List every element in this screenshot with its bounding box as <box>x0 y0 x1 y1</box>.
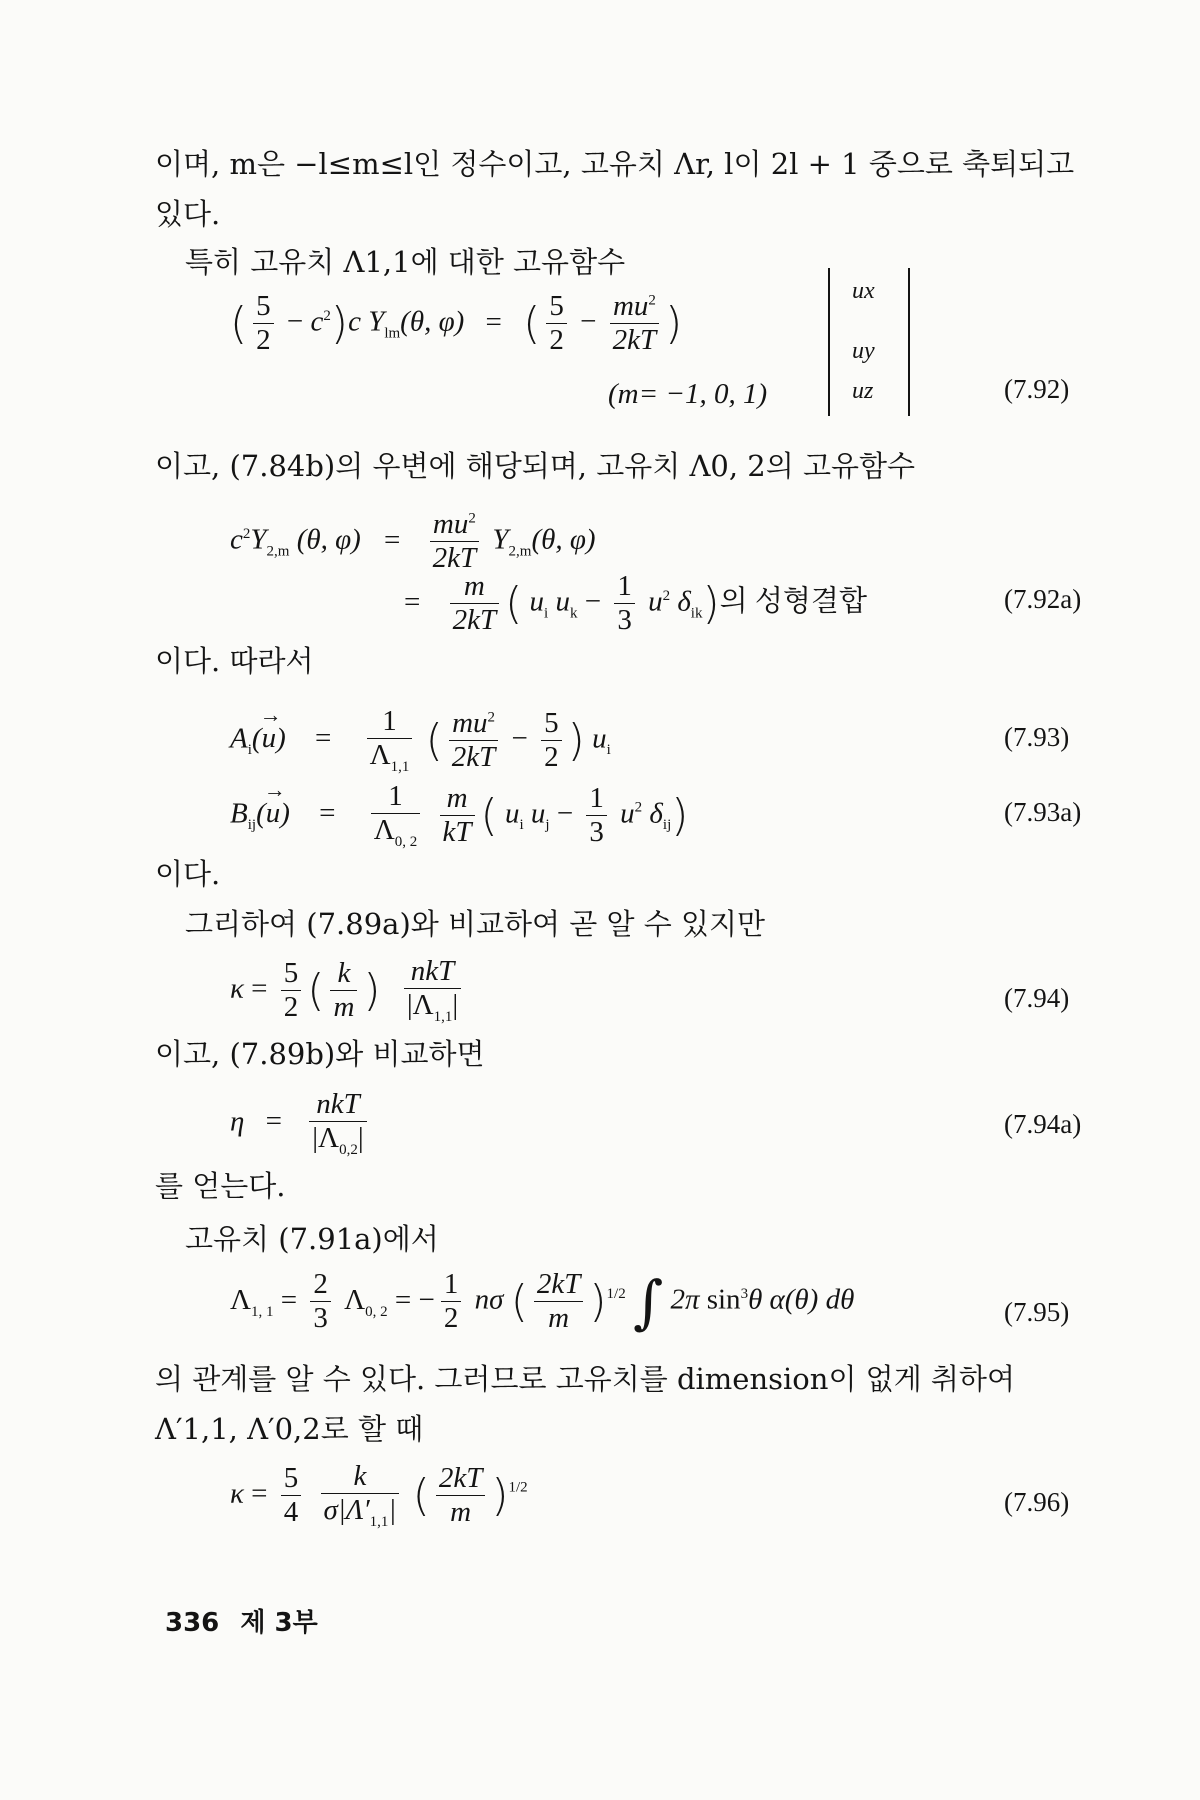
matrix-ux: ux <box>852 278 875 304</box>
text-line-10 <box>185 1222 439 1256</box>
text-line-2-content: 있다. <box>155 197 221 231</box>
equation-7-92-lhs: ( $\frac{5}{2}$ − $c^2)c$ $Y_{lm}(\theta$, φ) = ( $\frac{5}{2}$ − $\frac{mu^2}{2kT}$ ) <box>230 290 683 357</box>
page-number: 336 <box>165 1608 220 1638</box>
text-line-8-content: 이고, (7.89b)와 비교하면 <box>155 1037 485 1071</box>
matrix-uy: uy <box>852 338 875 364</box>
text-line-4-content: 이고, (7.84b)의 우변에 해당되며, 고유치 Λ0, 2의 고유함수 <box>155 449 916 483</box>
text-line-5 <box>155 644 314 678</box>
text-line-7 <box>185 907 766 941</box>
equation-7-92a-tail: 의 성형결합 <box>719 585 867 618</box>
text-line-1 <box>155 147 1075 181</box>
equation-number-7-93a: (7.93a) <box>1004 797 1082 827</box>
text-line-11 <box>155 1362 1015 1396</box>
equation-number-7-94: (7.94) <box>1004 983 1070 1013</box>
equation-7-92a-line2: = $\frac{m}{2kT}$ ( $u_i$ $u_k$ − $\frac{1}{3}$ $u^2$ $\delta_{ik}$)의 성형결합 <box>404 570 867 637</box>
equation-7-92a-line1: $c^2Y_{2,m}$ (θ, φ) = $\frac{mu^2}{2kT}$ $Y_{2,m}(\theta$, φ) <box>230 508 596 575</box>
equation-number-7-92a: (7.92a) <box>1004 584 1082 614</box>
equation-7-93a: $B_{ij}(\to u)$ = $\frac{1}{\Lambda_{0, 2}}$ $\frac{m}{kT}$ ( $u_i$ $u_j$ − $\frac{1}{3}$ $u^2$ $\delta_{ij}$) <box>230 780 688 851</box>
text-line-7-content: 그리하여 (7.89a)와 비교하여 곧 알 수 있지만 <box>185 907 766 941</box>
equation-number-7-95: (7.95) <box>1004 1297 1070 1327</box>
part-label: 제 3부 <box>240 1608 318 1638</box>
text-line-3 <box>185 245 626 279</box>
equation-number-7-93: (7.93) <box>1004 722 1070 752</box>
page-footer <box>165 1610 318 1636</box>
text-line-12-content: Λ′1,1, Λ′0,2로 할 때 <box>155 1412 424 1446</box>
velocity-vector-matrix <box>828 268 910 416</box>
equation-7-94: κ = $\frac{5}{2}$ ( $\frac{k}{m}$ ) $\frac{\text{nkT}}{|\Lambda_{1,1}|}$ <box>230 955 467 1026</box>
equation-7-92-condition-text: (m= −1, 0, 1) <box>608 378 768 410</box>
text-line-1-content: 이며, m은 −l≤m≤l인 정수이고, 고유치 Λr, l이 2l + 1 중으로 축퇴되고 <box>155 147 1075 181</box>
equation-7-93: $A_i(\to u)$ = $\frac{1}{\Lambda_{1,1}}$ ( $\frac{mu^2}{2kT}$ − $\frac{5}{2}$ ) $u_i$ <box>230 705 611 776</box>
text-line-6 <box>155 857 221 891</box>
text-line-12 <box>155 1412 424 1446</box>
equation-7-92-condition <box>608 380 767 409</box>
equation-number-7-94a: (7.94a) <box>1004 1109 1082 1139</box>
equation-7-94a: η = $\frac{\text{nkT}}{|\Lambda_{0,2}|}$ <box>230 1088 373 1159</box>
text-line-8 <box>155 1037 485 1071</box>
text-line-11-content: 의 관계를 알 수 있다. 그러므로 고유치를 dimension이 없게 취하여 <box>155 1362 1015 1396</box>
equation-number-7-92: (7.92) <box>1004 374 1070 404</box>
text-line-3-content: 특히 고유치 Λ1,1에 대한 고유함수 <box>185 245 626 279</box>
text-line-6-content: 이다. <box>155 857 221 891</box>
matrix-uz: uz <box>852 378 874 404</box>
text-line-4 <box>155 449 916 483</box>
equation-7-95: $\Lambda_{1, 1}$ = $\frac{2}{3}$ $\Lambda_{0, 2}$ = − $\frac{1}{2}$ nσ ( $\frac{2kT}{m}$ )$^{1/2}$ ∫ 2π $\sin^3\theta$ α(θ) dθ <box>230 1267 855 1336</box>
text-line-10-content: 고유치 (7.91a)에서 <box>185 1222 439 1256</box>
equation-7-96: κ = $\frac{5}{4}$ $\frac{k}{\sigma|\Lambda'_{1,1}|}$ ( $\frac{2kT}{m}$ )$^{1/2}$ <box>230 1460 528 1531</box>
equation-number-7-96: (7.96) <box>1004 1487 1070 1517</box>
text-line-5-content: 이다. 따라서 <box>155 644 314 678</box>
text-line-9-content: 를 얻는다. <box>155 1169 286 1203</box>
text-line-9 <box>155 1169 286 1203</box>
text-line-2 <box>155 197 221 231</box>
